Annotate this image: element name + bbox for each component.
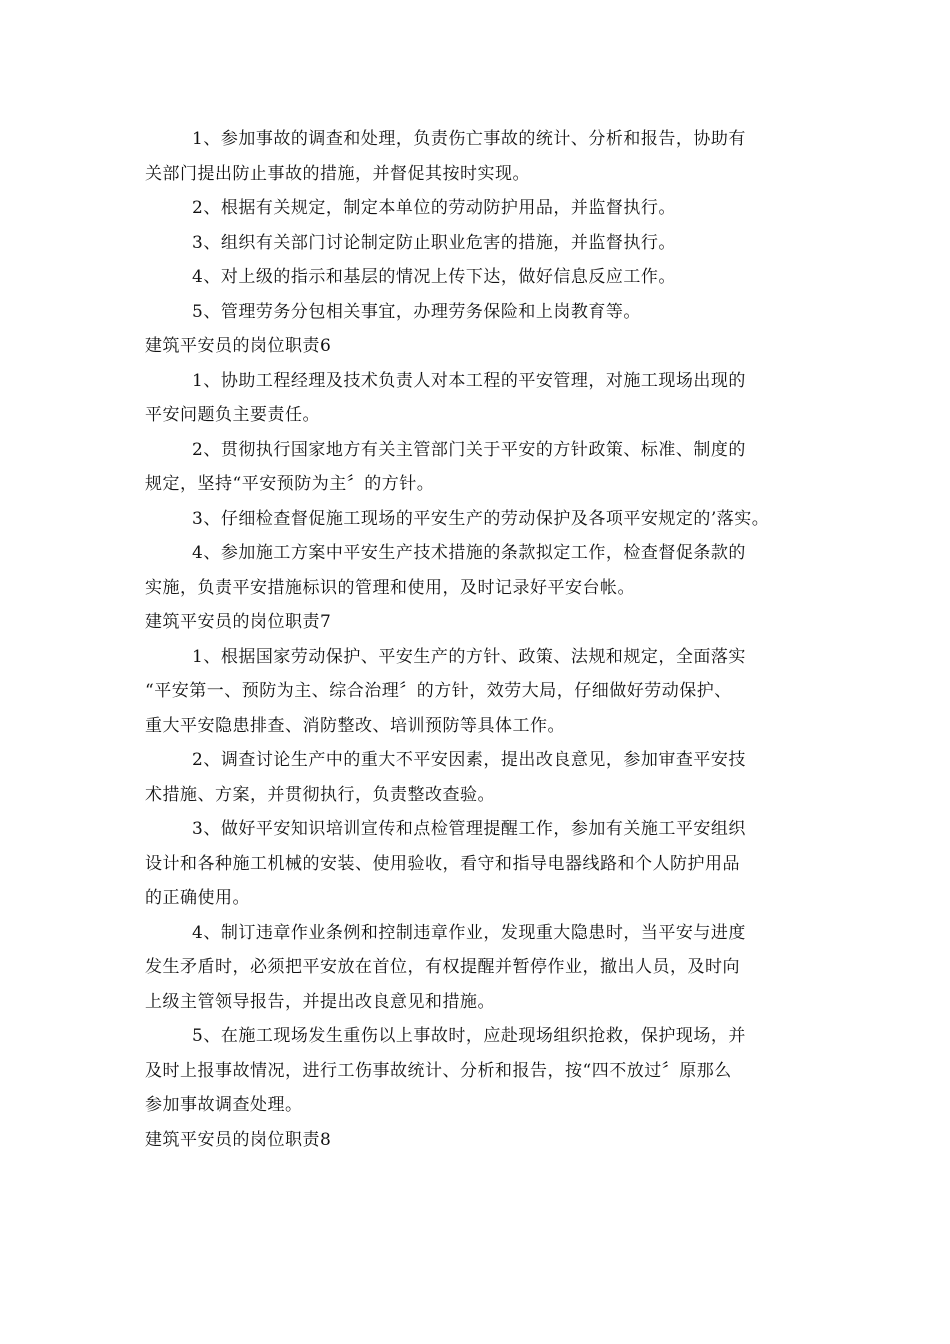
paragraph (145, 536, 825, 605)
section-heading: 建筑平安员的岗位职责8 (145, 1129, 332, 1150)
paragraph-line: 及时上报事故情况，进行工伤事故统计、分析和报告，按“四不放过〞原那么 (145, 1060, 732, 1081)
paragraph-first-line: 2、调查讨论生产中的重大不平安因素，提出改良意见，参加审查平安技 (192, 750, 746, 770)
paragraph-first-line: 5、管理劳务分包相关事宜，办理劳务保险和上岗教育等。 (192, 301, 641, 322)
paragraph (145, 640, 825, 744)
paragraph (145, 502, 825, 537)
paragraph-first-line: 2、贯彻执行国家地方有关主管部门关于平安的方针政策、标准、制度的 (192, 439, 746, 460)
paragraph-first-line: 4、对上级的指示和基层的情况上传下达，做好信息反应工作。 (192, 267, 676, 287)
paragraph (145, 812, 825, 916)
paragraph-first-line: 3、组织有关部门讨论制定防止职业危害的措施，并监督执行。 (192, 232, 676, 253)
paragraph-line: 术措施、方案，并贯彻执行，负责整改查验。 (145, 784, 495, 805)
paragraph-line: 平安问题负主要责任。 (145, 405, 320, 425)
paragraph-line: 规定，坚持“平安预防为主〞的方针。 (145, 474, 435, 494)
paragraph-first-line: 5、在施工现场发生重伤以上事故时，应赴现场组织抢救，保护现场，并 (192, 1026, 746, 1046)
paragraph-line: 实施，负责平安措施标识的管理和使用，及时记录好平安台帐。 (145, 577, 635, 598)
paragraph-line: 发生矛盾时，必须把平安放在首位，有权提醒并暂停作业，撤出人员，及时向 (145, 957, 740, 977)
paragraph-line: 关部门提出防止事故的措施，并督促其按时实现。 (145, 163, 530, 184)
paragraph-first-line: 4、参加施工方案中平安生产技术措施的条款拟定工作，检查督促条款的 (192, 543, 746, 563)
paragraph-line: 重大平安隐患排查、消防整改、培训预防等具体工作。 (145, 715, 565, 736)
document-body (145, 122, 825, 1157)
section-heading: 建筑平安员的岗位职责7 (145, 612, 332, 632)
paragraph (145, 191, 825, 226)
paragraph (145, 433, 825, 502)
paragraph-line: 上级主管领导报告，并提出改良意见和措施。 (145, 991, 495, 1012)
paragraph-first-line: 1、参加事故的调查和处理，负责伤亡事故的统计、分析和报告，协助有 (192, 129, 746, 149)
paragraph-first-line: 1、根据国家劳动保护、平安生产的方针、政策、法规和规定，全面落实 (192, 646, 746, 667)
paragraph (145, 122, 825, 191)
paragraph (145, 260, 825, 295)
paragraph-line: 设计和各种施工机械的安装、使用验收，看守和指导电器线路和个人防护用品 (145, 853, 740, 874)
paragraph (145, 364, 825, 433)
paragraph (145, 295, 825, 330)
paragraph (145, 1019, 825, 1123)
paragraph-line: “平安第一、预防为主、综合治理〞的方针，效劳大局，仔细做好劳动保护、 (145, 681, 732, 701)
paragraph-line: 参加事故调查处理。 (145, 1095, 303, 1115)
paragraph-first-line: 3、仔细检查督促施工现场的平安生产的劳动保护及各项平安规定的’落实。 (192, 508, 770, 529)
paragraph (145, 226, 825, 261)
section-heading: 建筑平安员的岗位职责6 (145, 336, 332, 356)
paragraph (145, 743, 825, 812)
paragraph-line: 的正确使用。 (145, 888, 250, 908)
paragraph-first-line: 3、做好平安知识培训宣传和点检管理提醒工作，参加有关施工平安组织 (192, 819, 746, 839)
paragraph-first-line: 4、制订违章作业条例和控制违章作业，发现重大隐患时，当平安与进度 (192, 922, 746, 943)
paragraph-first-line: 1、协助工程经理及技术负责人对本工程的平安管理，对施工现场出现的 (192, 370, 746, 391)
paragraph-first-line: 2、根据有关规定，制定本单位的劳动防护用品，并监督执行。 (192, 198, 676, 218)
paragraph (145, 916, 825, 1020)
